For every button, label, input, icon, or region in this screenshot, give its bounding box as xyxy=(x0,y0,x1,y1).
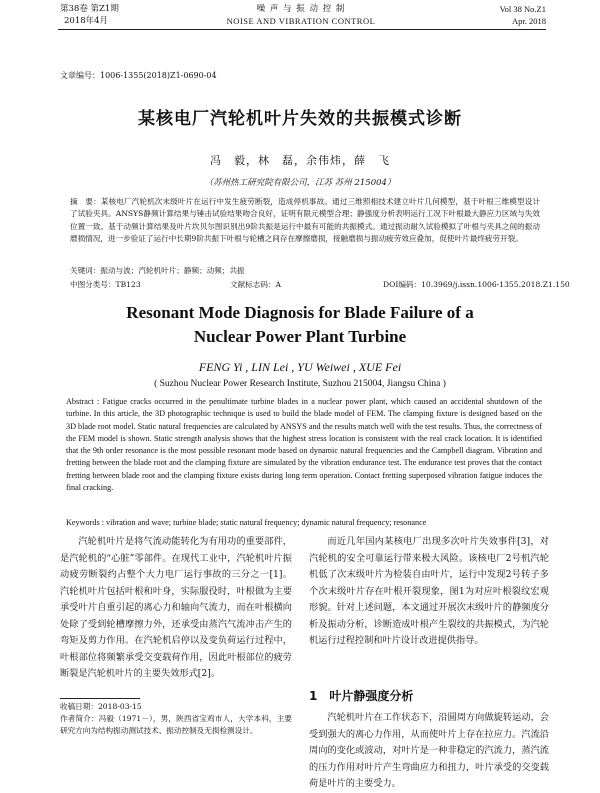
abstract-en: Abstract : Fatigue cracks occurred in the penultimate turbine blades in a nuclear power plant, which caused an accidental shutdown of the turbine. In this article, the 3D photographic technique is used to build the blade model of FEM. The clamping fixture is designed based on the 3D blade root model. Static natural frequencies are calculated by ANSYS and the results match well with the test results. Thus, the correctness of the FEM model is shown. Static strength analysis shows that the highest stress location is consistent with the real crack location. It is identified that the 9th order resonance is the most possible resonant mode based on dynamic natural frequencies and the Campbell diagram. Vibration and fretting between the blade root and the clamping fixture are simulated by the vibration endurance test. The endurance test proves that the contact fretting between blade root and the clamping fixture exists during long term operation. Contact fretting superposed vibration fatigue induces the final cracking. xyxy=(66,397,542,493)
header-date: 2018年4月 xyxy=(64,16,109,26)
keywords-en: Keywords : vibration and wave; turbine blade; static natural frequency; dynamic natural frequency; resonance xyxy=(66,518,427,527)
document-code: 文献标志码：A xyxy=(230,280,282,289)
abstract-cn: 摘 要：某核电厂汽轮机次末级叶片在运行中发生疲劳断裂，造成停机事故。通过三维照相技术建立叶片几何模型，基于叶根三维模型设计了试验夹具。ANSYS静频计算结果与锤击试验结果吻合良好，证明有限元模型合理；静强度分析表明运行工况下叶根最大静应力区域与失效位置一致。基于动频计算结果及叶片坎贝尔图识别出9阶共振是运行中最有可能的共振模式。通过振动耐久试验模拟了叶根与夹具之间的振动磨损情况，进一步验证了运行中长期9阶共振下叶根与轮槽之间存在摩擦磨损，接触磨损与振动疲劳效应叠加，促使叶片最终疲劳开裂。 xyxy=(70,197,540,244)
authors-en: FENG Yi , LIN Lei , YU Weiwei , XUE Fei xyxy=(198,360,402,374)
journal-name-cn: 噪 声 与 振 动 控 制 xyxy=(256,4,346,14)
title-cn: 某核电厂汽轮机叶片失效的共振模式诊断 xyxy=(138,109,462,129)
header-date-en: Apr. 2018 xyxy=(512,16,546,26)
footnote-author: 作者简介：冯毅（1971－），男，陕西省宝鸡市人，大学本科，主要研究方向为结构振动测试技术、振动控制及无损检测设计。 xyxy=(60,714,292,736)
authors-cn: 冯 毅，林 磊，余伟炜，薛 飞 xyxy=(210,154,390,167)
footnote-received: 收稿日期：2018-03-15 xyxy=(60,702,142,711)
intro-paragraph-continued: 而近几年国内某核电厂出现多次叶片失效事件[3]，对汽轮机的安全可靠运行带来极大风险。该核电厂2号机汽轮机低了次末级叶片为检装自由叶片，运行中发现2号转子多个次末级叶片存在叶根开裂现象，图1为对应叶根裂纹宏观形貌。针对上述问题，本文通过开展次末级叶片的静频度分析及振动分析，诊断造成叶根产生裂纹的共振模式，为汽轮机运行过程控制和叶片设计改进提供指导。 xyxy=(309,536,549,646)
footnote-rule xyxy=(60,698,140,699)
affiliation-cn: （苏州热工研究院有限公司，江苏 苏州 215004） xyxy=(204,178,396,188)
header-vol-en: Vol 38 No.Z1 xyxy=(499,4,546,14)
affiliation-en: ( Suzhou Nuclear Power Research Institute, Suzhou 215004, Jiangsu China ) xyxy=(154,379,446,389)
intro-paragraph: 汽轮机叶片是将气流动能转化为有用功的重要部件，是汽轮机的“心脏”零部件。在现代工业中，汽轮机叶片振动疲劳断裂约占整个大力电厂运行事故的三分之一[1]。汽轮机叶片包括叶根和叶身，实际服役时，叶根做为主要承受叶片自重引起的离心力和轴向气流力，而在叶根横向处除了受到轮槽摩擦力外，还承受由蒸汽气流冲击产生的弯矩及剪力作用。在汽轮机启停以及变负荷运行过程中，叶根部位将频繁承受交变载荷作用，因此叶根部位的疲劳断裂是汽轮机叶片的主要失效形式[2]。 xyxy=(60,536,292,679)
header-volume: 第38卷 第Z1期 xyxy=(60,4,119,14)
clc-number: 中图分类号：TB123 xyxy=(70,280,141,289)
journal-name-en: NOISE AND VIBRATION CONTROL xyxy=(226,16,376,26)
keywords-cn: 关键词：振动与波；汽轮机叶片；静频；动频；共振 xyxy=(70,266,245,275)
title-en-line2: Nuclear Power Plant Turbine xyxy=(193,327,407,346)
doi: DOI编码：10.3969/j.issn.1006-1355.2018.Z1.150 xyxy=(383,280,570,289)
article-number: 文章编号：1006-1355(2018)Z1-0690-04 xyxy=(60,71,217,80)
header-rule xyxy=(58,29,546,30)
section-paragraph: 汽轮机叶片在工作状态下，沿圆周方向做旋转运动，会受到强大的离心力作用，从而使叶片上存在拉应力。汽流沿周向的变化或波动，对叶片是一种非稳定的汽流力，蒸汽流的压力作用对叶片产生弯曲应力和扭力，叶片承受的交变载荷是叶片的主要受力。 xyxy=(309,712,549,789)
section-heading: 1 叶片静强度分析 xyxy=(309,689,414,703)
title-en-line1: Resonant Mode Diagnosis for Blade Failure of a xyxy=(126,303,474,322)
